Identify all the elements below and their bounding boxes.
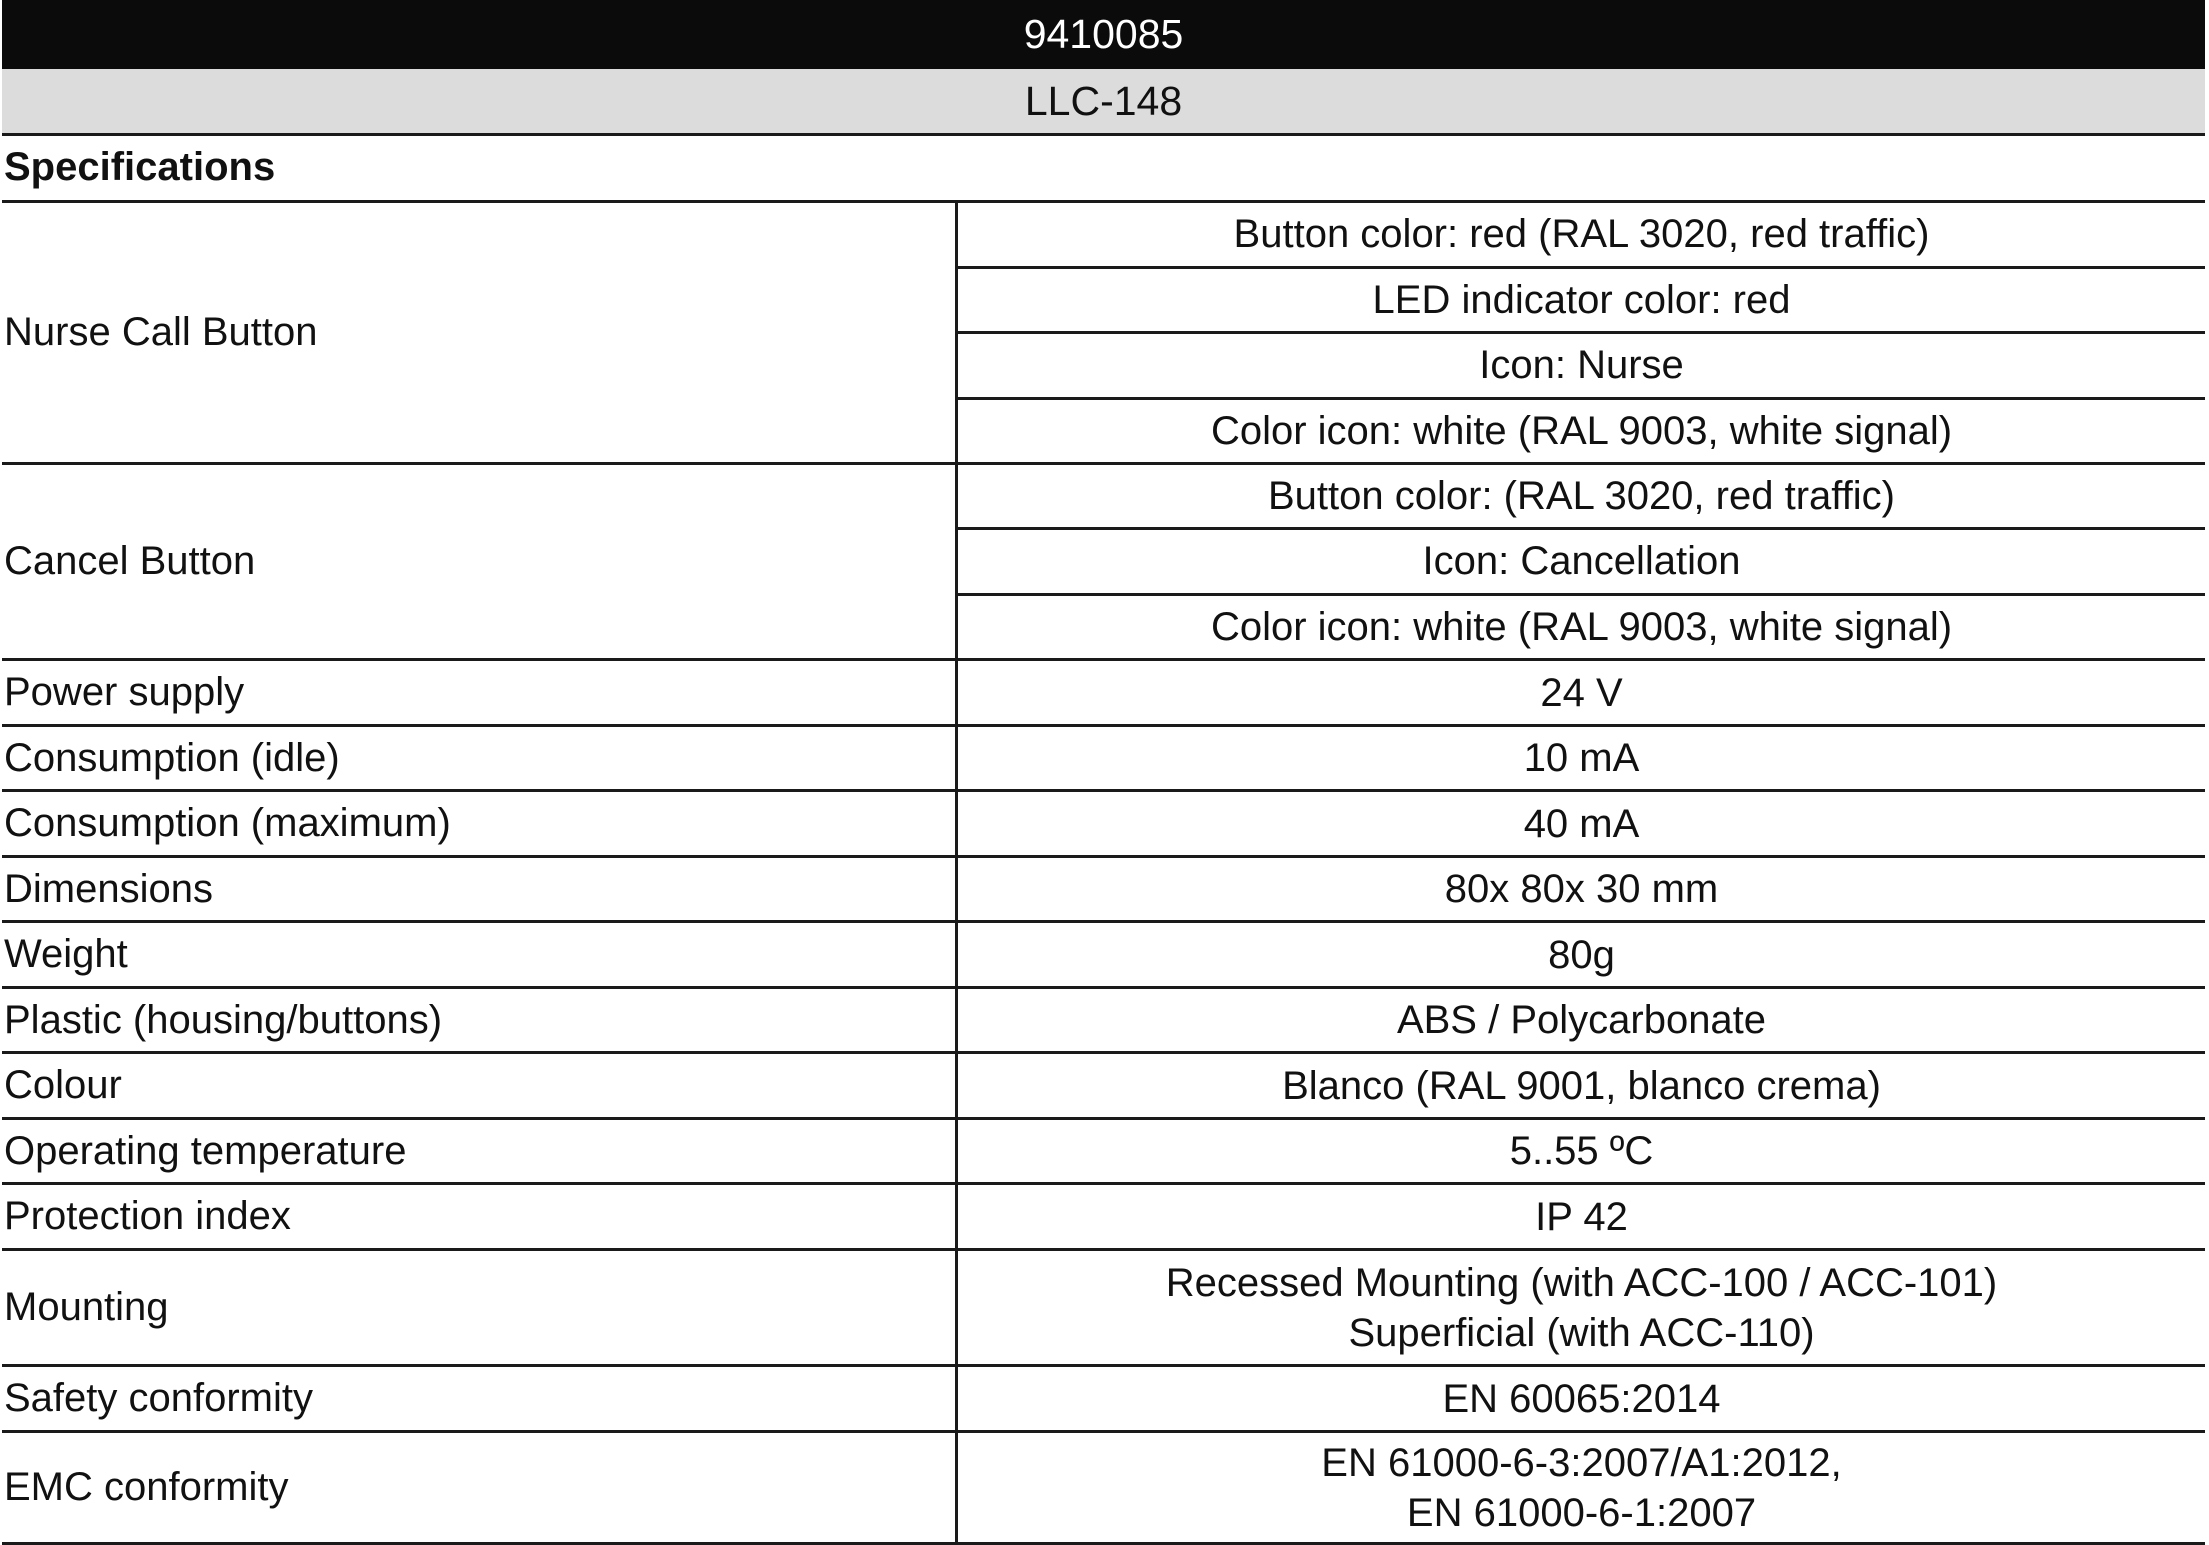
spec-value: 24 V [1540, 670, 1623, 715]
spec-value: Color icon: white (RAL 9003, white signal) [958, 397, 2205, 463]
spec-label: Consumption (maximum) [4, 801, 451, 845]
spec-value-line: Recessed Mounting (with ACC-100 / ACC-101) [1165, 1260, 1998, 1305]
spec-row-safety-conformity [2, 1364, 2205, 1430]
spec-row-mounting [2, 1248, 2205, 1364]
spec-value: 5..55 ºC [1509, 1129, 1654, 1173]
spec-value: 80g [1548, 932, 1615, 977]
model-header: LLC-148 [2, 69, 2205, 136]
spec-label: Consumption (idle) [4, 735, 340, 780]
spec-row-emc-conformity [2, 1430, 2205, 1545]
spec-value-line: Superficial (with ACC-110) [1348, 1310, 1815, 1355]
spec-value: Icon: Nurse [958, 331, 2205, 397]
spec-value-line: EN 61000-6-3:2007/A1:2012, [1321, 1440, 1842, 1485]
spec-row-colour [2, 1051, 2205, 1117]
section-title: Specifications [4, 145, 276, 189]
spec-label: Dimensions [4, 866, 213, 911]
spec-value: 40 mA [1523, 801, 1640, 846]
spec-label: Colour [4, 1063, 122, 1107]
spec-label: Safety conformity [4, 1376, 314, 1420]
spec-group-nurse-call-button [2, 200, 2205, 462]
spec-value: Color icon: white (RAL 9003, white signal) [958, 593, 2205, 658]
spec-value-line: EN 61000-6-1:2007 [1406, 1490, 1757, 1535]
spec-row-dimensions [2, 855, 2205, 920]
spec-row-plastic [2, 986, 2205, 1051]
spec-label: Protection index [4, 1194, 291, 1238]
spec-value: Button color: red (RAL 3020, red traffic) [1233, 212, 1930, 257]
spec-values [955, 203, 2205, 462]
spec-row-consumption-idle [2, 724, 2205, 789]
spec-label: Operating temperature [4, 1128, 407, 1173]
spec-value: 80x 80x 30 mm [1444, 867, 1719, 911]
spec-value: 10 mA [1523, 736, 1640, 780]
spec-group-cancel-button [2, 462, 2205, 658]
spec-value: Blanco (RAL 9001, blanco crema) [1282, 1063, 1881, 1108]
spec-values [955, 465, 2205, 658]
spec-value: IP 42 [1535, 1194, 1628, 1239]
spec-row-power-supply [2, 658, 2205, 724]
spec-value: ABS / Polycarbonate [1396, 998, 1767, 1042]
spec-label: Nurse Call Button [4, 310, 318, 354]
spec-label: Mounting [4, 1285, 169, 1329]
spec-value: Icon: Cancellation [958, 527, 2205, 592]
spec-label: EMC conformity [4, 1465, 289, 1509]
spec-label: Power supply [4, 670, 245, 714]
spec-label: Plastic (housing/buttons) [4, 997, 443, 1042]
product-code-header: 9410085 [2, 0, 2205, 69]
spec-row-weight [2, 920, 2205, 986]
spec-value [958, 1251, 2205, 1364]
spec-value: EN 60065:2014 [1442, 1376, 1721, 1421]
spec-value: Button color: (RAL 3020, red traffic) [1268, 474, 1895, 519]
spec-value [958, 1433, 2205, 1542]
spec-label: Cancel Button [4, 539, 256, 583]
spec-row-consumption-maximum [2, 789, 2205, 855]
spec-value: LED indicator color: red [958, 266, 2205, 332]
spec-row-operating-temperature [2, 1117, 2205, 1182]
spec-label: Weight [4, 932, 128, 976]
spec-row-protection-index [2, 1182, 2205, 1248]
